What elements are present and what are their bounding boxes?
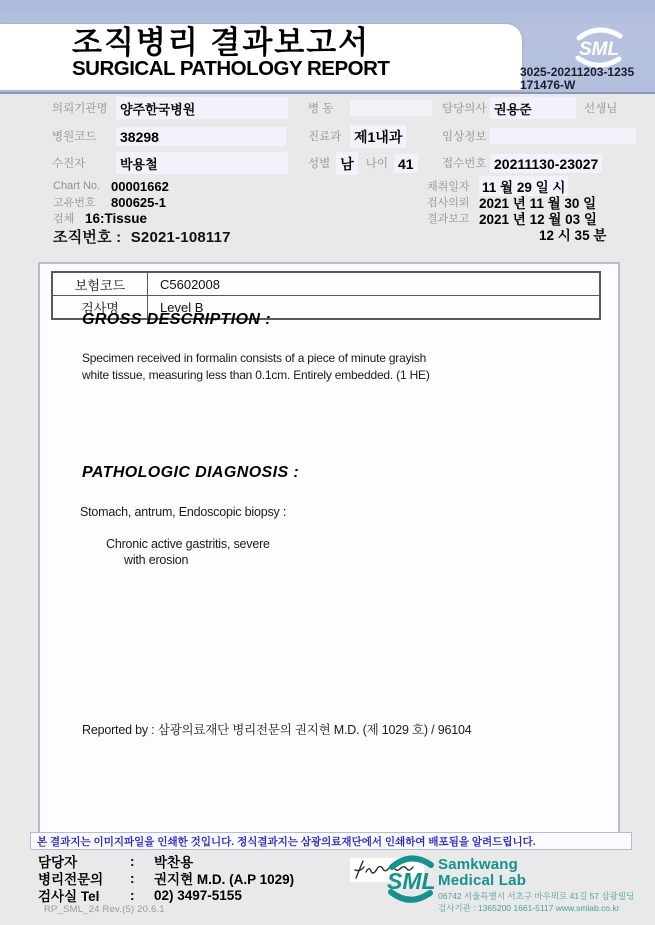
tel-label: 검사실 Tel <box>38 889 100 904</box>
referring-org-label: 의뢰기관명 <box>52 103 108 115</box>
clinical-info-label: 임상정보 <box>442 131 487 143</box>
unique-no-label: 고유번호 <box>53 197 96 209</box>
field-department <box>308 127 406 145</box>
report-body-box <box>38 262 620 834</box>
request-date-value: 2021 년 11 월 30 일 <box>479 196 597 211</box>
table-row <box>52 272 600 296</box>
tissue-no-value: S2021-108117 <box>130 229 231 246</box>
pathologic-diagnosis-heading: PATHOLOGIC DIAGNOSIS : <box>82 464 300 481</box>
patient-value: 박용철 <box>116 152 288 174</box>
header-band <box>0 0 655 94</box>
field-patient <box>52 154 288 172</box>
test-name-label: 검사명 <box>52 296 148 320</box>
chart-no-label: Chart No. <box>53 180 101 192</box>
diagnosis-site: Stomach, antrum, Endoscopic biopsy : <box>80 505 287 519</box>
report-title-box <box>0 24 522 90</box>
field-ward <box>308 99 432 117</box>
request-date-label: 검사의뢰 <box>427 197 470 209</box>
doctor-value: 권용준 <box>490 97 576 119</box>
field-hospital-code <box>52 127 286 145</box>
report-date-label: 결과보고 <box>427 213 470 225</box>
gross-description-heading: GROSS DESCRIPTION : <box>82 311 271 328</box>
pathologist-colon: : <box>130 870 135 886</box>
insurance-code-value: C5602008 <box>148 272 601 296</box>
document-number-line1: 3025-20211203-1235 <box>520 65 635 79</box>
receipt-no-value: 20211130-23027 <box>490 154 602 173</box>
field-chart-no <box>53 178 169 194</box>
ward-value <box>350 100 432 116</box>
lab-name <box>438 857 526 889</box>
department-label: 진료과 <box>308 131 342 143</box>
lab-name-line2: Medical Lab <box>438 872 527 889</box>
gross-line1: Specimen received in formalin consists of a piece of minute grayish <box>82 351 427 365</box>
field-report-time <box>539 226 606 242</box>
specimen-block <box>53 178 169 226</box>
doctor-suffix: 선생님 <box>584 103 618 115</box>
staff-value: 박찬용 <box>154 855 194 870</box>
field-tissue-no <box>53 226 231 247</box>
staff-label: 담당자 <box>38 855 78 870</box>
chart-no-value: 00001662 <box>111 178 169 194</box>
report-date-value: 2021 년 12 월 03 일 <box>479 212 597 227</box>
sex-label: 성별 <box>308 158 331 170</box>
field-receipt-no <box>442 154 602 172</box>
tel-colon: : <box>130 887 135 903</box>
field-clinical-info <box>442 127 636 145</box>
doctor-label: 담당의사 <box>442 103 487 115</box>
lab-contact: 검사기관 : 1365200 1661-5117 www.smlab.co.kr <box>438 902 620 913</box>
lab-address: 06742 서울특별시 서초구 바우뫼로 41길 57 삼광빌딩 <box>438 891 635 901</box>
diagnosis-finding-line2: with erosion <box>124 553 189 567</box>
age-value: 41 <box>394 154 418 173</box>
footer-tel-row <box>38 885 242 905</box>
clinical-info-value <box>490 128 636 144</box>
staff-colon: : <box>130 853 135 869</box>
sex-value: 남 <box>336 152 358 175</box>
gross-description-text <box>82 350 430 384</box>
reported-by-line: Reported by : 삼광의료재단 병리전문의 권지현 M.D. (제 1029 호) / 96104 <box>82 723 472 737</box>
dates-block <box>427 178 606 242</box>
report-title-korean: 조직병리 결과보고서 <box>72 25 371 60</box>
collect-date-value: 11 월 29 일 시 <box>479 176 568 196</box>
test-name-value: Level B <box>148 296 601 320</box>
insurance-code-label: 보험코드 <box>52 272 148 296</box>
pathologist-label: 병리전문의 <box>38 872 104 887</box>
pathologist-value: 권지현 M.D. (A.P 1029) <box>154 872 295 887</box>
department-value: 제1내과 <box>350 125 406 148</box>
ward-label: 병 동 <box>308 103 334 115</box>
lab-name-line1: Samkwang <box>438 856 518 873</box>
receipt-no-label: 접수번호 <box>442 158 487 170</box>
footer-notice: 본 결과지는 이미지파일을 인쇄한 것입니다. 정식결과지는 삼광의료재단에서 인쇄하여 배포됨을 알려드립니다. <box>30 832 632 850</box>
field-sex-age <box>308 154 418 172</box>
hospital-code-value: 38298 <box>116 127 286 146</box>
sml-logo-text: SML <box>579 39 620 60</box>
report-title-english: SURGICAL PATHOLOGY REPORT <box>72 57 390 80</box>
lab-address-block <box>438 891 634 914</box>
document-number <box>520 66 650 92</box>
report-time-value: 12 시 35 분 <box>539 228 607 243</box>
field-specimen <box>53 210 169 226</box>
sml-logo-teal-icon <box>384 854 438 904</box>
field-referring-org <box>52 99 288 117</box>
gross-line2: white tissue, measuring less than 0.1cm. Entirely embedded. (1 HE) <box>82 368 430 382</box>
unique-no-value: 800625-1 <box>111 194 166 210</box>
specimen-label: 검체 <box>53 213 75 225</box>
field-unique-no <box>53 194 169 210</box>
document-number-line2: 171476-W <box>520 78 576 92</box>
tissue-no-label: 조직번호 : <box>53 229 122 246</box>
collect-date-label: 채취일자 <box>427 181 470 193</box>
referring-org-value: 양주한국병원 <box>116 97 288 119</box>
sml-logo-teal-text: SML <box>387 868 436 894</box>
sml-logo-white-icon <box>570 26 628 68</box>
hospital-code-label: 병원코드 <box>52 131 97 143</box>
form-number: RP_SML_24 Rev.(5) 20.6.1 <box>44 904 165 915</box>
field-doctor <box>442 99 617 117</box>
diagnosis-finding-line1: Chronic active gastritis, severe <box>106 537 270 551</box>
tel-value: 02) 3497-5155 <box>154 887 242 903</box>
age-label: 나이 <box>365 158 388 170</box>
patient-label: 수진자 <box>52 158 86 170</box>
specimen-value: 16:Tissue <box>85 210 148 226</box>
